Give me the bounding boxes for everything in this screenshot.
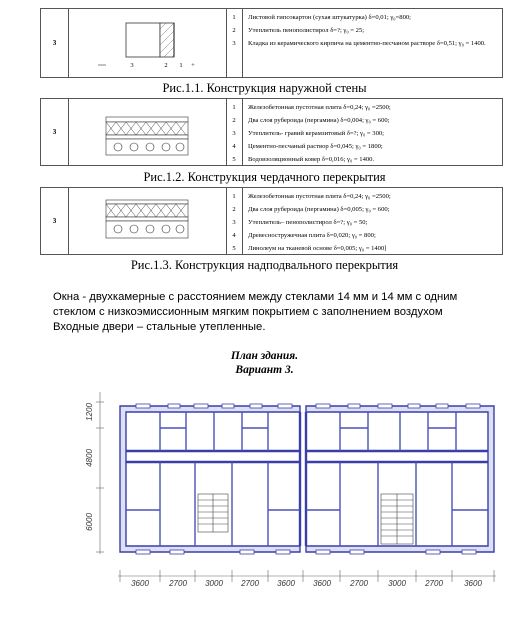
layer-row: 3 Кладка из керамического кирпича на цементно-песчаном растворе δ=0,51; γ₀ = 1400. (232, 40, 486, 47)
floor-plan-drawing (0, 384, 529, 624)
dim-h-2: 2700 (169, 579, 187, 588)
paragraph-line: стеклом с низкоэмиссионным мягким покрытием с заполнением воздухом (53, 306, 443, 318)
layer-row: 4 Древесностружечная плита δ=0,020; γ₀ = 800; (232, 232, 376, 239)
layer-row: 2 Утеплитель пенополистирол δ=?; γ₀ = 25; (232, 27, 365, 34)
layer-row: 3 Утеплитель– пенополистирол δ=?; γ₀ = 50; (232, 219, 368, 226)
layer-label-2: 2 (164, 62, 168, 69)
layer-label-3: 3 (130, 62, 134, 69)
wall-section-drawing (68, 9, 227, 77)
paragraph-line: Входные двери – стальные утепленные. (53, 321, 266, 333)
plan-variant: Вариант 3. (235, 364, 294, 376)
dim-h-1: 3600 (131, 579, 149, 588)
dim-h-7: 2700 (350, 579, 368, 588)
dim-h-8: 3000 (388, 579, 406, 588)
plan-title: План здания. (230, 350, 299, 362)
figure-caption-3: Рис.1.3. Конструкция надподвального перекрытия (130, 258, 399, 272)
dim-h-5: 3600 (277, 579, 295, 588)
dim-h-10: 3600 (464, 579, 482, 588)
layer-row: 2 Два слоя рубероида (пергамина) δ=0,005; γ₀ = 600; (232, 206, 390, 213)
layer-row: 3 Утеплитель- гравий керамзитовый δ=?; γ₀ = 300; (232, 130, 385, 137)
dim-h-6: 3600 (313, 579, 331, 588)
basement-section-drawing (68, 188, 227, 254)
layer-row: 1 Листовой гипсокартон (сухая штукатурка) δ=0,01; γ₀=800; (232, 14, 411, 21)
dim-h-9: 2700 (425, 579, 443, 588)
dim-v-1200: 1200 (85, 403, 94, 421)
dim-v-4800: 4800 (85, 449, 94, 467)
layer-row: 1 Железобетонная пустотная плита δ=0,24; γ₀ =2500; (232, 193, 391, 200)
layer-label-1: 1 (179, 62, 183, 69)
figure-caption-2: Рис.1.2. Конструкция чердачного перекрытия (143, 170, 386, 184)
paragraph-line: Окна - двухкамерные с расстоянием между стеклами 14 мм и 14 мм с одним (53, 291, 458, 303)
attic-floor-table (40, 98, 503, 166)
figure-caption-1: Рис.1.1. Конструкция наружной стены (162, 81, 367, 95)
variant-number: 3 (41, 9, 69, 77)
wall-construction-table (40, 8, 503, 78)
basement-floor-table (40, 187, 503, 255)
dim-h-4: 2700 (241, 579, 259, 588)
variant-number: 3 (41, 99, 69, 165)
windows-doors-paragraph (53, 290, 523, 335)
layer-row: 4 Цементно-песчаный раствор δ=0,045; γ₀ = 1800; (232, 143, 383, 150)
layer-row: 5 Водоизоляционный ковер δ=0,016; γ₀ = 1400. (232, 156, 375, 163)
layer-row: 2 Два слоя рубероида (пергамина) δ=0,004; γ₀ = 600; (232, 117, 390, 124)
plus-sign: + (191, 62, 195, 69)
dim-h-3: 3000 (205, 579, 223, 588)
variant-number: 3 (41, 188, 69, 254)
layer-row: 1 Железобетонная пустотная плита δ=0,24; γ₀ =2500; (232, 104, 391, 111)
attic-section-drawing (68, 99, 227, 165)
layer-row: 5 Линолеум на тканевой основе δ=0,005; γ₀ = 1400] (232, 245, 387, 252)
dim-v-6000: 6000 (85, 513, 94, 531)
